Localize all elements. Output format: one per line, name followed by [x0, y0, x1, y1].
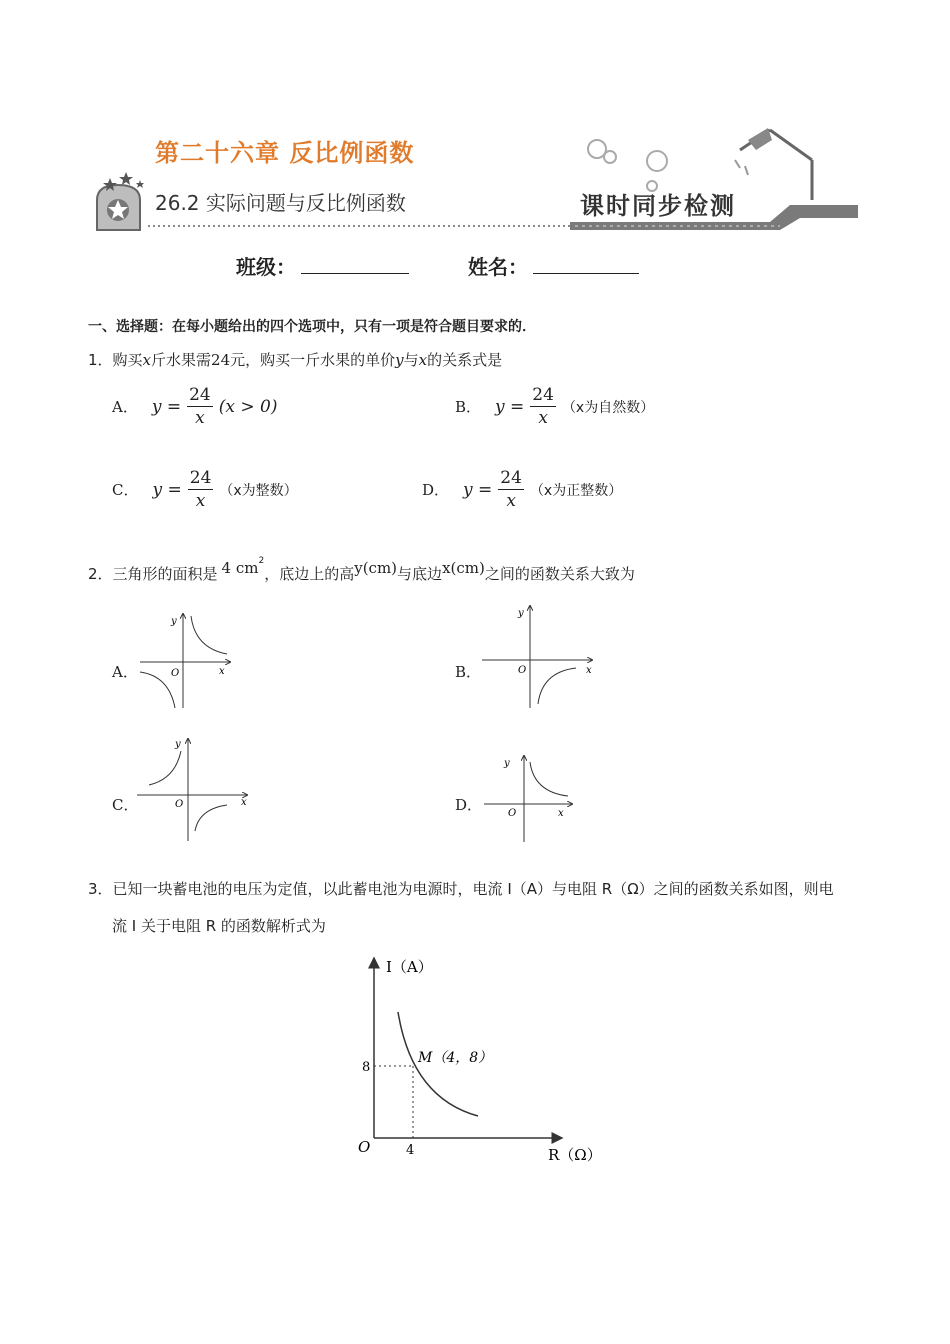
- q2-option-d-label[interactable]: D．: [455, 796, 483, 814]
- origin-label: O: [518, 665, 527, 676]
- x-axis-label: x: [586, 665, 592, 676]
- curve: [140, 672, 175, 708]
- q3-graph[interactable]: [350, 950, 610, 1170]
- q2-option-a-label[interactable]: A．: [112, 663, 138, 681]
- x-axis-label: x: [219, 666, 225, 677]
- origin-label: O: [358, 1138, 371, 1156]
- class-label: 班级：: [236, 255, 296, 279]
- origin-label: O: [171, 668, 180, 679]
- y-tick-label: 8: [362, 1060, 371, 1075]
- x-axis-label: x: [241, 797, 247, 808]
- sync-title: 课时同步检测: [580, 191, 736, 220]
- x-axis-label: x: [558, 808, 564, 819]
- class-field: [236, 251, 409, 280]
- q2-option-b-label[interactable]: B．: [455, 663, 482, 681]
- origin-label: O: [508, 808, 517, 819]
- y-axis-label: y: [175, 739, 181, 750]
- curve: [530, 762, 568, 796]
- class-blank[interactable]: [301, 253, 409, 274]
- q2-graph-b[interactable]: [480, 602, 600, 712]
- emblem-icon: [97, 172, 144, 230]
- q3-stem-line2: 流 I 关于电阻 R 的函数解析式为: [112, 917, 326, 935]
- fraction: $\frac{24}{x}$: [189, 468, 212, 511]
- y-axis-label: y: [171, 616, 177, 627]
- curve: [149, 751, 181, 785]
- q2-graph-c[interactable]: [135, 735, 255, 845]
- q1-option-a[interactable]: A． y = $\frac{24}{x}$ (x > 0): [112, 385, 278, 428]
- curve: [538, 668, 576, 704]
- fraction: $\frac{24}{x}$: [500, 468, 522, 511]
- x-axis-label: R（Ω）: [548, 1146, 602, 1164]
- q1-option-c[interactable]: C． y = $\frac{24}{x}$ （x为整数）: [112, 468, 298, 511]
- y-axis-label: y: [504, 758, 510, 769]
- point-m-label: M（4，8）: [418, 1050, 493, 1066]
- q1-stem: 1．购买x斤水果需24元，购买一斤水果的单价y与x的关系式是: [88, 351, 503, 369]
- curve: [195, 805, 227, 831]
- fraction: $\frac{24}{x}$: [189, 385, 211, 428]
- section-title: 26.2 实际问题与反比例函数: [155, 191, 406, 215]
- section1-title: 一、选择题：在每小题给出的四个选项中，只有一项是符合题目要求的．: [88, 319, 536, 335]
- q2-option-c-label[interactable]: C．: [112, 796, 139, 814]
- header-banner: [0, 0, 950, 240]
- y-axis-label: y: [518, 608, 524, 619]
- y-axis-label: I（A）: [386, 958, 433, 976]
- x-tick-label: 4: [406, 1143, 415, 1158]
- fraction: $\frac{24}{x}$: [532, 385, 554, 428]
- name-label: 姓名：: [468, 255, 528, 279]
- name-field: [468, 251, 639, 280]
- q2-graph-a[interactable]: [135, 610, 235, 710]
- chapter-title: 第二十六章 反比例函数: [155, 139, 415, 167]
- origin-label: O: [175, 799, 184, 810]
- q1-option-b[interactable]: B． y = $\frac{24}{x}$ （x为自然数）: [455, 385, 655, 428]
- q3-stem-line1: 3．已知一块蓄电池的电压为定值，以此蓄电池为电源时，电流 I（A）与电阻 R（Ω）之间的函数关系如图，则电: [88, 880, 834, 898]
- q2-stem: 2．三角形的面积是 4 $cm^2$，底边上的高y(cm)与底边x(cm)之间的函数关系大致为: [88, 556, 635, 583]
- q1-option-d[interactable]: D． y = $\frac{24}{x}$ （x为正整数）: [422, 468, 623, 511]
- q2-graph-d[interactable]: [482, 752, 582, 847]
- curve: [191, 616, 227, 654]
- name-blank[interactable]: [533, 253, 639, 274]
